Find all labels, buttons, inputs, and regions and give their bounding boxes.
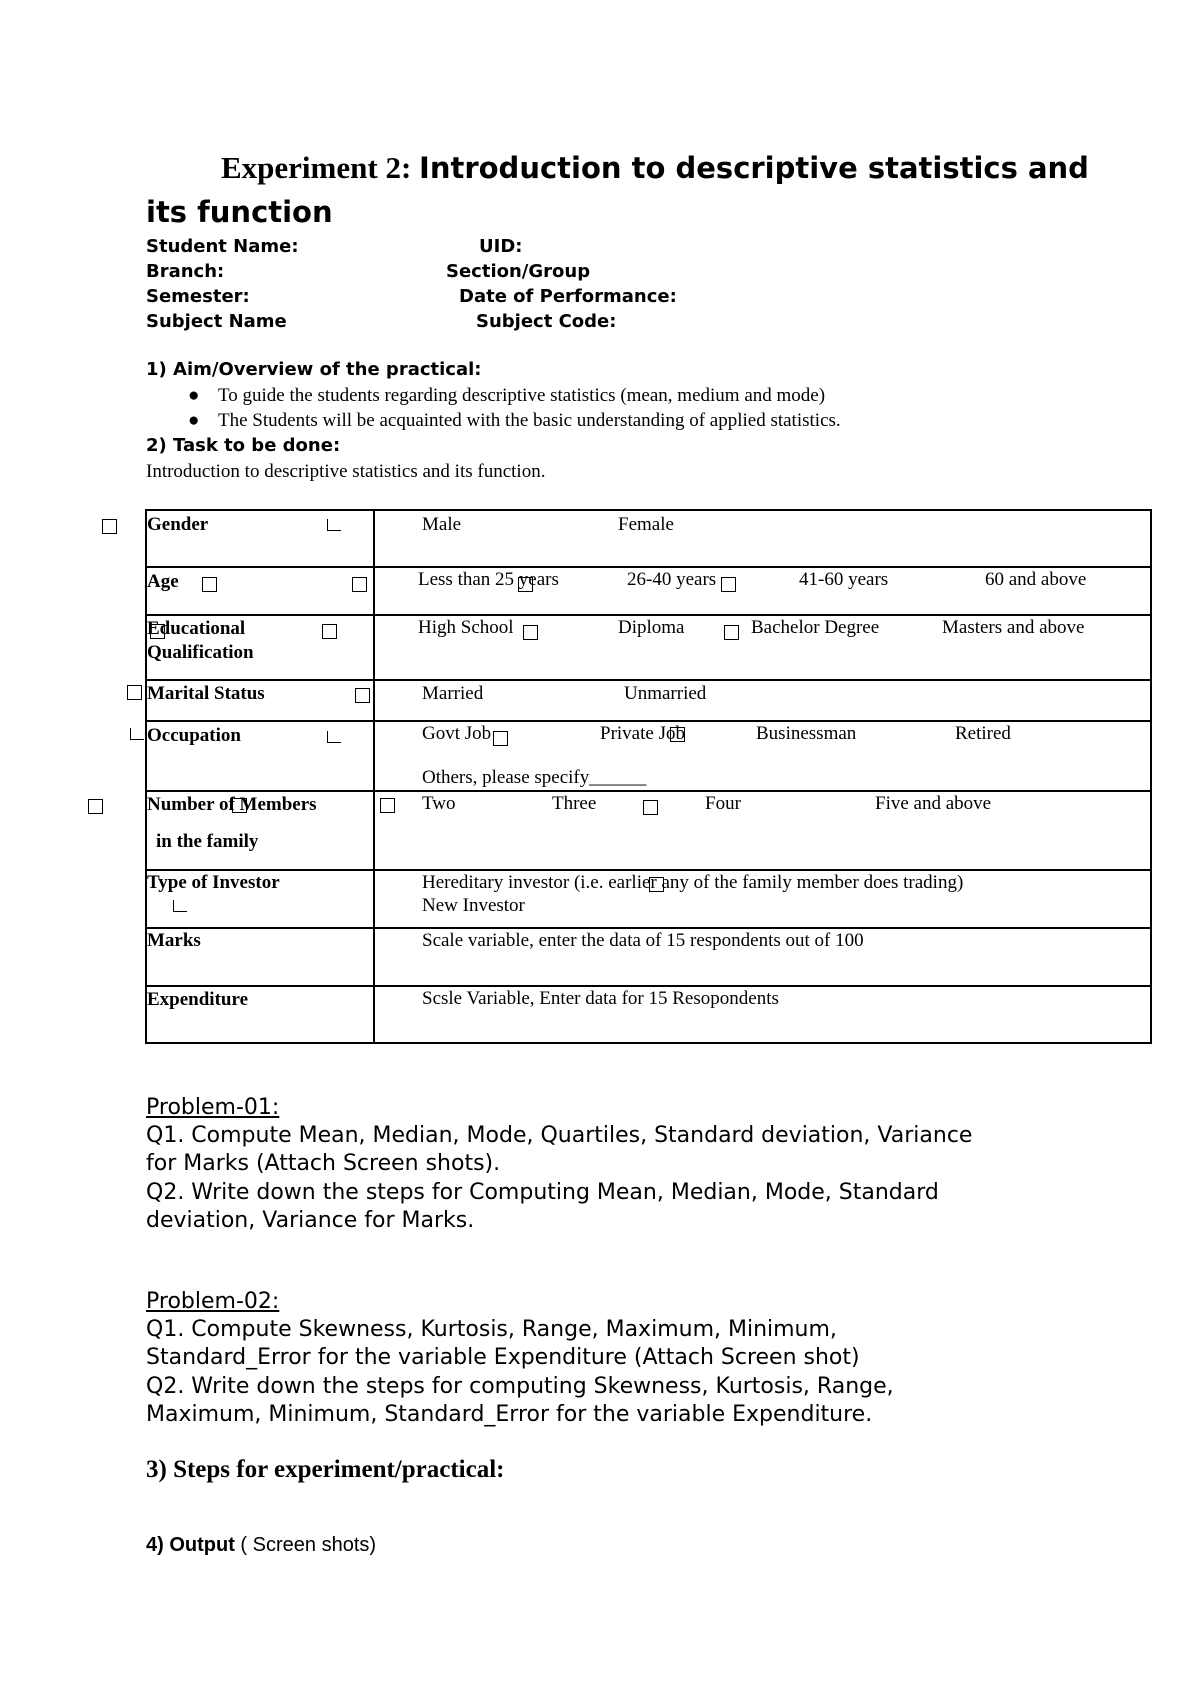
task-heading: 2) Task to be done: (146, 435, 341, 456)
investor-label: Type of Investor (147, 872, 280, 893)
problem1-line-2: for Marks (Attach Screen shots). (146, 1151, 501, 1176)
option-bachelor[interactable]: Bachelor Degree (751, 617, 880, 638)
row-investor (147, 871, 1150, 929)
option-private-job[interactable]: Private Job (600, 723, 685, 744)
option-hereditary[interactable]: Hereditary investor (i.e. earlier any of the family member does trading) (422, 872, 964, 893)
checkbox-occupation-b[interactable] (670, 727, 685, 742)
checkbox-marital-a[interactable] (355, 688, 370, 703)
problem1-line-4: deviation, Variance for Marks. (146, 1208, 475, 1233)
steps-heading: 3) Steps for experiment/practical: (146, 1456, 505, 1483)
option-five-above[interactable]: Five and above (875, 793, 992, 814)
row-occupation (147, 722, 1150, 792)
option-new-investor[interactable]: New Investor (422, 895, 525, 916)
checkbox-outside-gender[interactable] (102, 519, 117, 534)
education-label-1: Educational (147, 618, 246, 639)
checkbox-age-b[interactable] (352, 577, 367, 592)
checkbox-education-b[interactable] (322, 624, 337, 639)
output-note: ( Screen shots) (234, 1534, 377, 1556)
option-businessman[interactable]: Businessman (756, 723, 857, 744)
aim-bullet-1: To guide the students regarding descriptive statistics (mean, medium and mode) (218, 385, 826, 406)
marks-label: Marks (147, 930, 201, 951)
bullet-dot-1: ● (188, 385, 200, 406)
date-label: Date of Performance: (459, 286, 677, 307)
expenditure-text: Scsle Variable, Enter data for 15 Resopondents (422, 988, 779, 1009)
row-expenditure (147, 987, 1150, 1042)
corner-mark-gender (327, 519, 341, 531)
option-two[interactable]: Two (422, 793, 456, 814)
checkbox-family-c[interactable] (643, 800, 658, 815)
problem2-line-3: Q2. Write down the steps for computing Skewness, Kurtosis, Range, (146, 1374, 894, 1399)
row-gender (147, 511, 1150, 568)
option-three[interactable]: Three (552, 793, 597, 814)
title-prefix: Experiment 2: (221, 150, 412, 185)
option-male[interactable]: Male (422, 514, 462, 535)
option-diploma[interactable]: Diploma (618, 617, 685, 638)
checkbox-age-d[interactable] (721, 577, 736, 592)
page-title (221, 150, 1089, 186)
branch-label: Branch: (146, 261, 225, 282)
gender-label: Gender (147, 514, 209, 535)
option-married[interactable]: Married (422, 683, 484, 704)
checkbox-age-a[interactable] (202, 577, 217, 592)
problem2-line-4: Maximum, Minimum, Standard_Error for the variable Expenditure. (146, 1402, 873, 1427)
checkbox-education-a[interactable] (150, 624, 165, 639)
row-education (147, 616, 1150, 681)
output-label: 4) Output (146, 1534, 235, 1556)
checkbox-outside-marital[interactable] (127, 685, 142, 700)
age-label: Age (147, 571, 179, 592)
checkbox-family-b[interactable] (380, 798, 395, 813)
problem1-line-3: Q2. Write down the steps for Computing Mean, Median, Mode, Standard (146, 1180, 939, 1205)
aim-heading: 1) Aim/Overview of the practical: (146, 359, 482, 380)
problem2-line-1: Q1. Compute Skewness, Kurtosis, Range, Maximum, Minimum, (146, 1317, 837, 1342)
title-rest: Introduction to descriptive statistics and (419, 151, 1089, 185)
option-four[interactable]: Four (705, 793, 741, 814)
row-marital (147, 681, 1150, 722)
checkbox-occupation-a[interactable] (493, 731, 508, 746)
option-unmarried[interactable]: Unmarried (624, 683, 707, 704)
subject-code-label: Subject Code: (476, 311, 617, 332)
option-female[interactable]: Female (618, 514, 674, 535)
option-govt-job[interactable]: Govt Job (422, 723, 492, 744)
marks-text: Scale variable, enter the data of 15 respondents out of 100 (422, 930, 864, 951)
row-family (147, 792, 1150, 871)
section-label: Section/Group (446, 261, 591, 282)
occupation-label: Occupation (147, 725, 241, 746)
family-label-1: Number of Members (147, 794, 317, 815)
education-label-2: Qualification (147, 642, 254, 663)
survey-table (145, 509, 1152, 1044)
problem2-line-2: Standard_Error for the variable Expenditure (Attach Screen shot) (146, 1345, 860, 1370)
corner-mark-occupation-2 (327, 731, 341, 743)
row-marks (147, 929, 1150, 987)
corner-mark-occupation (130, 728, 144, 740)
checkbox-education-d[interactable] (724, 625, 739, 640)
checkbox-family-a[interactable] (232, 798, 247, 813)
marital-label: Marital Status (147, 683, 265, 704)
option-high-school[interactable]: High School (418, 617, 514, 638)
corner-mark-investor (173, 900, 187, 912)
option-others[interactable]: Others, please specify______ (422, 767, 647, 788)
checkbox-investor-a[interactable] (649, 877, 664, 892)
checkbox-education-c[interactable] (523, 625, 538, 640)
family-label-2: in the family (156, 831, 259, 852)
row-age (147, 568, 1150, 616)
checkbox-age-c[interactable] (518, 577, 533, 592)
subject-name-label: Subject Name (146, 311, 287, 332)
problem1-heading: Problem-01: (146, 1095, 280, 1120)
task-text: Introduction to descriptive statistics and its function. (146, 461, 546, 482)
option-41-60[interactable]: 41-60 years (799, 569, 889, 590)
option-60-above[interactable]: 60 and above (985, 569, 1087, 590)
uid-label: UID: (479, 236, 523, 257)
option-less-than-25[interactable]: Less than 25 years (418, 569, 559, 590)
checkbox-outside-family[interactable] (88, 799, 103, 814)
student-name-label: Student Name: (146, 236, 299, 257)
output-heading (146, 1534, 376, 1557)
problem2-heading: Problem-02: (146, 1289, 280, 1314)
option-masters[interactable]: Masters and above (942, 617, 1085, 638)
option-26-40[interactable]: 26-40 years (627, 569, 717, 590)
semester-label: Semester: (146, 286, 250, 307)
expenditure-label: Expenditure (147, 989, 249, 1010)
option-retired[interactable]: Retired (955, 723, 1011, 744)
aim-bullet-2: The Students will be acquainted with the basic understanding of applied statistics. (218, 410, 841, 431)
page-title-line2: its function (146, 195, 333, 229)
problem1-line-1: Q1. Compute Mean, Median, Mode, Quartiles, Standard deviation, Variance (146, 1123, 973, 1148)
bullet-dot-2: ● (188, 410, 200, 431)
